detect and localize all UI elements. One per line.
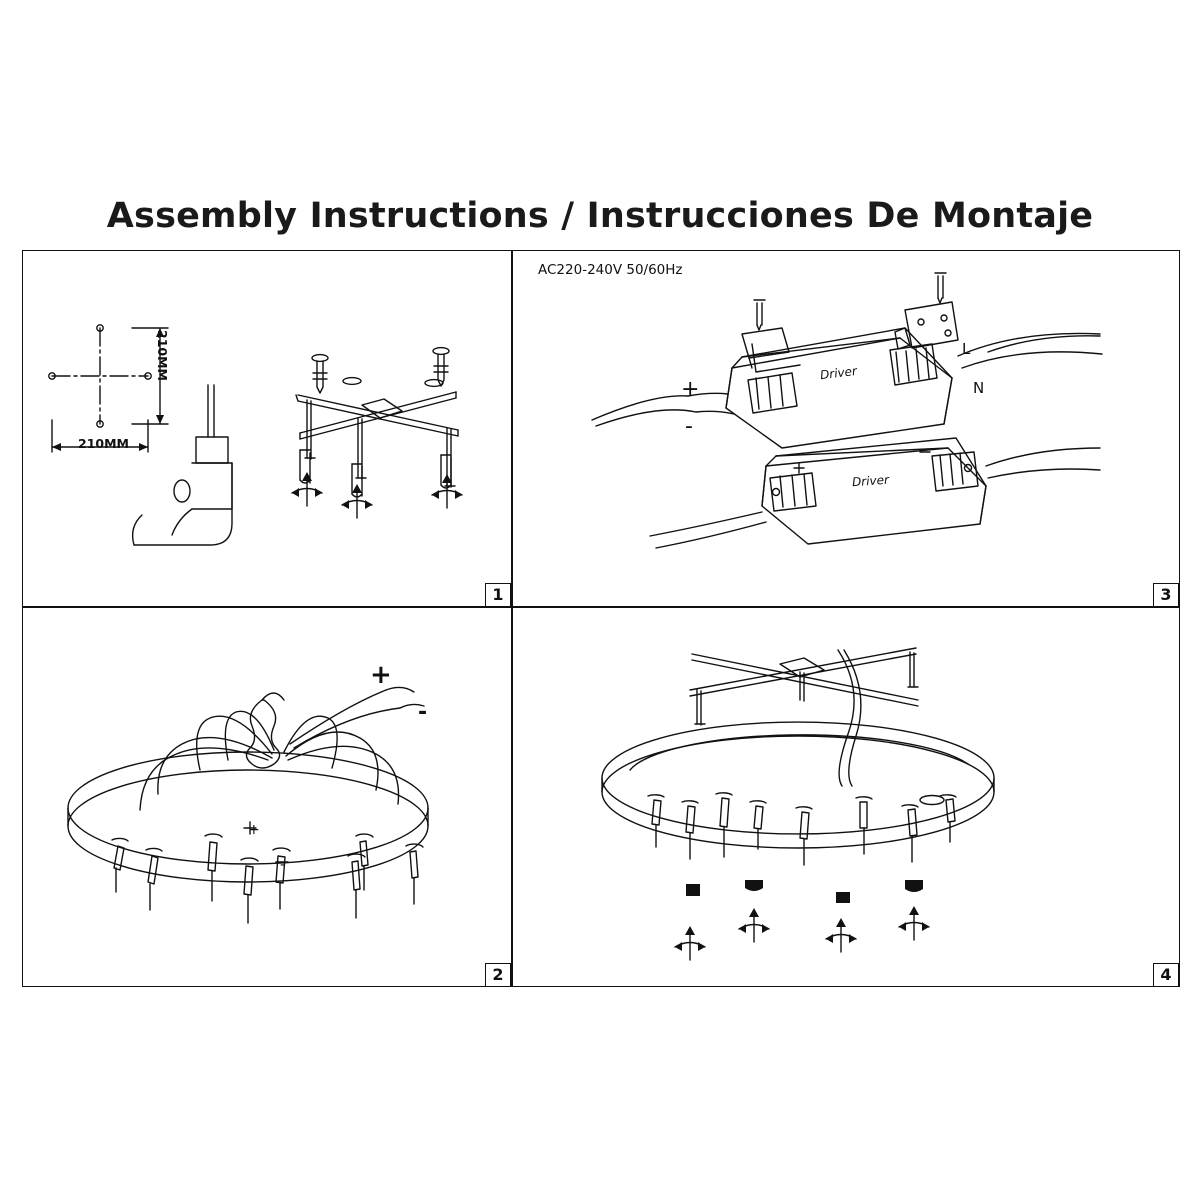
panel-1-frame <box>22 250 512 607</box>
dimension-label-vertical: 210MM <box>155 330 170 381</box>
live-wire-label: L <box>962 340 971 358</box>
page-title: Assembly Instructions / Instrucciones De Montaje <box>106 196 1094 236</box>
canopy-positive-label-small: + <box>248 822 260 838</box>
panel-3-frame <box>512 250 1180 607</box>
panel-4-frame <box>512 607 1180 987</box>
panel-2-frame <box>22 607 512 987</box>
driver-positive-label: + <box>681 377 700 402</box>
voltage-rating-label: AC220-240V 50/60Hz <box>538 262 683 278</box>
neutral-wire-label: N <box>973 379 985 397</box>
driver-body-label-lower: Driver <box>851 472 890 490</box>
canopy-positive-label: + <box>370 660 392 690</box>
canopy-negative-label: - <box>418 700 428 725</box>
driver-body-label-upper: Driver <box>819 363 858 383</box>
panel-number-1: 1 <box>485 583 511 607</box>
panel-number-3: 3 <box>1153 583 1179 607</box>
canopy-negative-label-small: - <box>280 857 286 873</box>
panel-number-4: 4 <box>1153 963 1179 987</box>
panel-number-2: 2 <box>485 963 511 987</box>
driver-negative-label: - <box>685 414 693 439</box>
dimension-label-horizontal: 210MM <box>78 436 129 451</box>
